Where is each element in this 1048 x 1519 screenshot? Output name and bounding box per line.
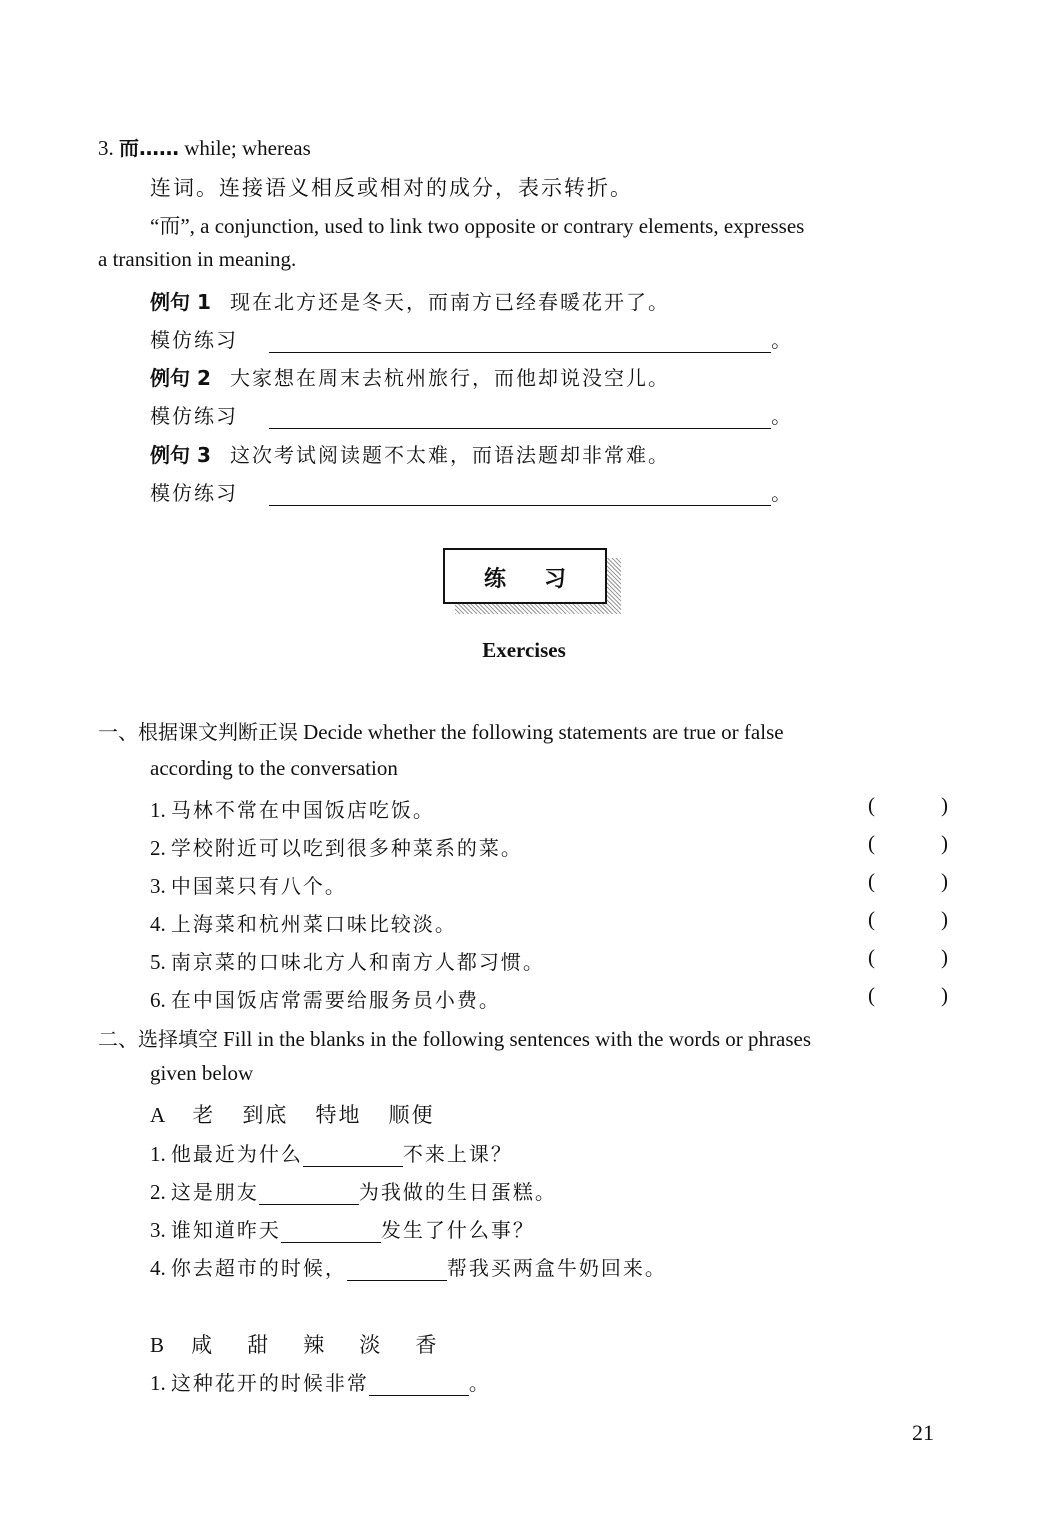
item-text: 学校附近可以吃到很多种菜系的菜。 <box>170 836 523 860</box>
fill-blank[interactable] <box>369 1373 469 1396</box>
example-label: 例句 2 <box>150 366 211 390</box>
practice-label: 模仿练习 <box>150 404 238 428</box>
grammar-note-en-1: “而”, a conjunction, used to link two opposite or contrary elements, expresses <box>150 214 805 238</box>
section-number: 二、 <box>98 1027 138 1051</box>
item-text: 南京菜的口味北方人和南方人都习惯。 <box>170 950 545 974</box>
item-number: 4. <box>150 1256 166 1280</box>
paren-open: ( <box>868 869 875 893</box>
example-3 <box>150 439 670 468</box>
practice-blank[interactable] <box>269 483 771 506</box>
practice-1 <box>150 324 793 353</box>
word-option: 甜 <box>247 1333 271 1357</box>
fill-blank[interactable] <box>303 1144 403 1167</box>
section-title-zh: 选择填空 <box>138 1027 218 1051</box>
exercises-box <box>443 548 607 604</box>
item-number: 1. <box>150 1371 166 1395</box>
tf-item-3 <box>150 870 347 899</box>
word-option: 老 <box>192 1103 216 1127</box>
exercises-title-zh: 练习 <box>483 567 604 592</box>
word-option: 香 <box>415 1333 439 1357</box>
practice-blank[interactable] <box>269 406 771 429</box>
paren-close: ) <box>941 945 948 969</box>
word-option: 咸 <box>191 1333 215 1357</box>
exercises-title-en: Exercises <box>482 638 566 662</box>
section-title-en: Decide whether the following statements are true or false <box>303 720 784 744</box>
paren-open: ( <box>868 831 875 855</box>
section-title-zh: 根据课文判断正误 <box>138 720 298 744</box>
example-label: 例句 1 <box>150 290 211 314</box>
item-text: 你去超市的时候， <box>170 1256 347 1280</box>
word-option: 特地 <box>315 1103 362 1127</box>
section1-title-en-2: according to the conversation <box>150 756 398 780</box>
practice-label: 模仿练习 <box>150 328 238 352</box>
tf-item-1 <box>150 794 435 823</box>
group-label: B <box>150 1333 165 1357</box>
item-text: 马林不常在中国饭店吃饭。 <box>170 798 435 822</box>
fill-blank[interactable] <box>347 1258 447 1281</box>
item-text: 这是朋友 <box>170 1180 259 1204</box>
fill-blank[interactable] <box>259 1182 359 1205</box>
item-text: 谁知道昨天 <box>170 1218 281 1242</box>
section-title-en: Fill in the blanks in the following sentences with the words or phrases <box>223 1027 812 1051</box>
period: 。 <box>771 481 794 505</box>
paren-close: ) <box>941 793 948 817</box>
practice-label: 模仿练习 <box>150 481 238 505</box>
paren-open: ( <box>868 793 875 817</box>
item-text: 他最近为什么 <box>170 1142 303 1166</box>
example-1 <box>150 286 670 315</box>
item-text: 为我做的生日蛋糕。 <box>358 1180 557 1204</box>
practice-2 <box>150 400 793 429</box>
tf-item-2 <box>150 832 523 861</box>
item-text: 上海菜和杭州菜口味比较淡。 <box>170 912 457 936</box>
item-text: 在中国饭店常需要给服务员小费。 <box>170 988 501 1012</box>
paren-open: ( <box>868 907 875 931</box>
example-label: 例句 3 <box>150 443 211 467</box>
item-number: 5. <box>150 950 166 974</box>
paren-close: ) <box>941 983 948 1007</box>
item-number: 3. <box>150 874 166 898</box>
word-bank-a <box>150 1099 435 1129</box>
grammar-note-zh: 连词。连接语义相反或相对的成分，表示转折。 <box>150 176 633 200</box>
item-text: 不来上课？ <box>402 1142 513 1166</box>
practice-3 <box>150 477 793 506</box>
example-text: 这次考试阅读题不太难，而语法题却非常难。 <box>229 443 670 467</box>
period: 。 <box>771 328 794 352</box>
example-text: 大家想在周末去杭州旅行，而他却说没空儿。 <box>229 366 670 390</box>
item-number: 3. <box>150 1218 166 1242</box>
paren-open: ( <box>868 945 875 969</box>
grammar-number: 3. <box>98 136 114 160</box>
tf-item-5 <box>150 946 545 975</box>
period: 。 <box>771 404 794 428</box>
example-2 <box>150 362 670 391</box>
item-text: 。 <box>468 1371 491 1395</box>
paren-close: ) <box>941 869 948 893</box>
section2-heading <box>98 1023 811 1052</box>
practice-blank[interactable] <box>269 330 771 353</box>
paren-close: ) <box>941 831 948 855</box>
item-number: 1. <box>150 798 166 822</box>
item-number: 2. <box>150 1180 166 1204</box>
item-number: 2. <box>150 836 166 860</box>
section1-heading <box>98 716 784 745</box>
item-text: 帮我买两盒牛奶回来。 <box>446 1256 667 1280</box>
fill-item-a1 <box>150 1138 513 1167</box>
example-text: 现在北方还是冬天，而南方已经春暖花开了。 <box>229 290 670 314</box>
fill-item-a2 <box>150 1176 557 1205</box>
fill-item-b1 <box>150 1367 491 1396</box>
item-text: 发生了什么事？ <box>380 1218 535 1242</box>
word-bank-b <box>150 1329 438 1359</box>
item-text: 这种花开的时候非常 <box>170 1371 369 1395</box>
section2-title-en-2: given below <box>150 1061 254 1085</box>
paren-close: ) <box>941 907 948 931</box>
group-label: A <box>150 1103 166 1127</box>
grammar-word: 而…… <box>119 136 179 160</box>
tf-item-6 <box>150 984 501 1013</box>
grammar-gloss: while; whereas <box>184 136 311 160</box>
word-option: 淡 <box>359 1333 383 1357</box>
tf-item-4 <box>150 908 457 937</box>
item-number: 6. <box>150 988 166 1012</box>
page-number: 21 <box>912 1420 934 1445</box>
section-number: 一、 <box>98 720 138 744</box>
paren-open: ( <box>868 983 875 1007</box>
item-number: 1. <box>150 1142 166 1166</box>
item-text: 中国菜只有八个。 <box>170 874 347 898</box>
fill-blank[interactable] <box>281 1220 381 1243</box>
fill-item-a3 <box>150 1214 535 1243</box>
fill-item-a4 <box>150 1252 667 1281</box>
grammar-note-en-2: a transition in meaning. <box>98 247 297 271</box>
word-option: 辣 <box>303 1333 327 1357</box>
grammar-heading <box>98 132 311 161</box>
word-option: 顺便 <box>388 1103 435 1127</box>
item-number: 4. <box>150 912 166 936</box>
word-option: 到底 <box>242 1103 289 1127</box>
